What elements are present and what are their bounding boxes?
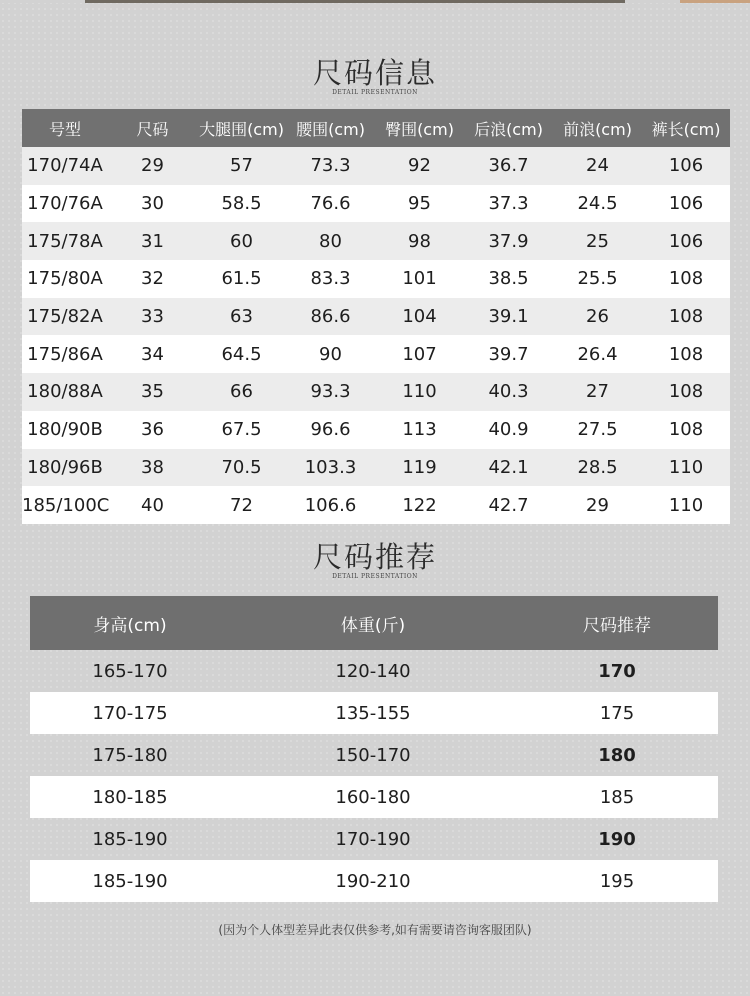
- column-header: 裤长(cm): [651, 119, 721, 139]
- table-cell: 29: [586, 494, 609, 516]
- table-cell: 61.5: [221, 268, 262, 290]
- table-cell: 37.3: [488, 193, 529, 215]
- size-recommend-subtitle: DETAIL PRESENTATION: [332, 573, 418, 580]
- table-row: [22, 260, 730, 298]
- table-cell: 185/100C: [22, 494, 110, 516]
- table-cell: 103.3: [304, 456, 357, 478]
- table-cell: 26: [586, 306, 609, 328]
- table-cell: 180: [598, 744, 636, 766]
- size-info-table: [22, 109, 730, 524]
- table-cell: 110: [668, 456, 704, 478]
- table-cell: 185-190: [92, 828, 168, 850]
- table-cell: 28.5: [577, 456, 618, 478]
- table-cell: 104: [402, 306, 437, 328]
- table-row: [30, 650, 718, 692]
- table-cell: 33: [141, 306, 164, 328]
- size-recommend-heading: [0, 539, 750, 580]
- size-info-subtitle: DETAIL PRESENTATION: [332, 89, 418, 96]
- table-row: [22, 411, 730, 449]
- table-cell: 175: [599, 702, 635, 724]
- table-cell: 64.5: [221, 343, 262, 365]
- table-cell: 40.3: [488, 381, 529, 403]
- table-cell: 86.6: [310, 306, 351, 328]
- table-cell: 110: [668, 494, 704, 516]
- table-row: [30, 692, 718, 734]
- table-cell: 67.5: [221, 419, 262, 441]
- table-cell: 180/96B: [27, 456, 103, 478]
- size-recommend-header-row: [30, 596, 718, 650]
- table-cell: 106: [668, 155, 704, 177]
- table-cell: 39.1: [488, 306, 529, 328]
- table-cell: 72: [230, 494, 253, 516]
- table-cell: 83.3: [310, 268, 351, 290]
- table-cell: 185-190: [92, 870, 168, 892]
- table-cell: 180-185: [92, 786, 168, 808]
- column-header: 身高(cm): [93, 615, 167, 636]
- table-row: [30, 860, 718, 902]
- table-cell: 38: [141, 456, 164, 478]
- table-cell: 92: [408, 155, 431, 177]
- table-cell: 113: [402, 419, 437, 441]
- table-cell: 120-140: [335, 660, 411, 682]
- column-header: 号型: [48, 119, 81, 139]
- column-header: 尺码: [136, 119, 169, 139]
- column-header: 大腿围(cm): [199, 119, 284, 139]
- table-cell: 150-170: [335, 744, 411, 766]
- table-cell: 170-190: [335, 828, 411, 850]
- table-cell: 175-180: [92, 744, 168, 766]
- table-cell: 190: [598, 828, 636, 850]
- table-cell: 165-170: [92, 660, 168, 682]
- table-cell: 24: [586, 155, 609, 177]
- table-cell: 96.6: [310, 419, 351, 441]
- table-cell: 36.7: [488, 155, 529, 177]
- table-cell: 70.5: [221, 456, 262, 478]
- table-cell: 170/76A: [27, 193, 103, 215]
- table-cell: 170-175: [92, 702, 168, 724]
- table-cell: 119: [402, 456, 437, 478]
- table-cell: 180/90B: [27, 419, 103, 441]
- table-cell: 108: [668, 268, 704, 290]
- table-cell: 40.9: [488, 419, 529, 441]
- table-cell: 26.4: [577, 343, 618, 365]
- table-row: [22, 449, 730, 487]
- size-recommend-table: [30, 596, 718, 902]
- table-cell: 108: [668, 381, 704, 403]
- table-cell: 90: [319, 343, 342, 365]
- size-info-heading: [0, 55, 750, 96]
- table-cell: 38.5: [488, 268, 529, 290]
- table-row: [22, 185, 730, 223]
- table-cell: 24.5: [577, 193, 618, 215]
- table-cell: 106: [668, 193, 704, 215]
- table-cell: 170: [598, 660, 636, 682]
- table-cell: 35: [141, 381, 164, 403]
- table-row: [22, 222, 730, 260]
- table-cell: 135-155: [335, 702, 411, 724]
- table-cell: 108: [668, 419, 704, 441]
- table-cell: 76.6: [310, 193, 351, 215]
- column-header: 臀围(cm): [385, 119, 454, 139]
- column-header: 体重(斤): [340, 615, 406, 636]
- table-cell: 170/74A: [27, 155, 103, 177]
- table-row: [22, 147, 730, 185]
- size-info-title: 尺码信息: [312, 56, 437, 90]
- column-header: 腰围(cm): [296, 119, 365, 139]
- table-cell: 98: [408, 230, 431, 252]
- table-cell: 27.5: [577, 419, 618, 441]
- table-cell: 58.5: [221, 193, 262, 215]
- table-cell: 106: [668, 230, 704, 252]
- table-cell: 60: [230, 230, 253, 252]
- table-cell: 32: [141, 268, 164, 290]
- table-cell: 25.5: [577, 268, 618, 290]
- table-cell: 108: [668, 343, 704, 365]
- table-cell: 122: [402, 494, 437, 516]
- table-row: [22, 298, 730, 336]
- table-cell: 25: [586, 230, 609, 252]
- table-cell: 57: [230, 155, 253, 177]
- table-cell: 175/86A: [27, 343, 103, 365]
- table-cell: 80: [319, 230, 342, 252]
- table-cell: 30: [141, 193, 164, 215]
- table-row: [22, 335, 730, 373]
- table-row: [22, 373, 730, 411]
- table-cell: 42.1: [488, 456, 529, 478]
- table-cell: 66: [230, 381, 253, 403]
- table-cell: 195: [599, 870, 635, 892]
- table-cell: 110: [402, 381, 437, 403]
- top-image-strip: [0, 0, 750, 3]
- table-cell: 31: [141, 230, 164, 252]
- table-cell: 42.7: [488, 494, 529, 516]
- table-cell: 29: [141, 155, 164, 177]
- table-cell: 108: [668, 306, 704, 328]
- table-cell: 39.7: [488, 343, 529, 365]
- table-cell: 36: [141, 419, 164, 441]
- table-cell: 37.9: [488, 230, 529, 252]
- table-row: [30, 734, 718, 776]
- column-header: 尺码推荐: [583, 615, 651, 636]
- column-header: 后浪(cm): [474, 119, 543, 139]
- table-cell: 73.3: [310, 155, 351, 177]
- table-cell: 185: [599, 786, 635, 808]
- table-cell: 27: [586, 381, 609, 403]
- table-cell: 180/88A: [27, 381, 103, 403]
- column-header: 前浪(cm): [563, 119, 632, 139]
- table-cell: 101: [402, 268, 437, 290]
- table-cell: 107: [402, 343, 437, 365]
- table-cell: 175/80A: [27, 268, 103, 290]
- table-cell: 106.6: [304, 494, 357, 516]
- table-row: [30, 776, 718, 818]
- table-cell: 34: [141, 343, 164, 365]
- table-cell: 175/82A: [27, 306, 103, 328]
- table-cell: 175/78A: [27, 230, 103, 252]
- table-row: [22, 486, 730, 524]
- size-info-header-row: [22, 109, 730, 147]
- table-row: [30, 818, 718, 860]
- size-recommend-title: 尺码推荐: [312, 540, 437, 574]
- table-cell: 93.3: [310, 381, 351, 403]
- table-cell: 190-210: [335, 870, 411, 892]
- table-cell: 95: [408, 193, 431, 215]
- disclaimer-note: (因为个人体型差异此表仅供参考,如有需要请咨询客服团队): [218, 923, 532, 937]
- table-cell: 63: [230, 306, 253, 328]
- table-cell: 160-180: [335, 786, 411, 808]
- table-cell: 40: [141, 494, 164, 516]
